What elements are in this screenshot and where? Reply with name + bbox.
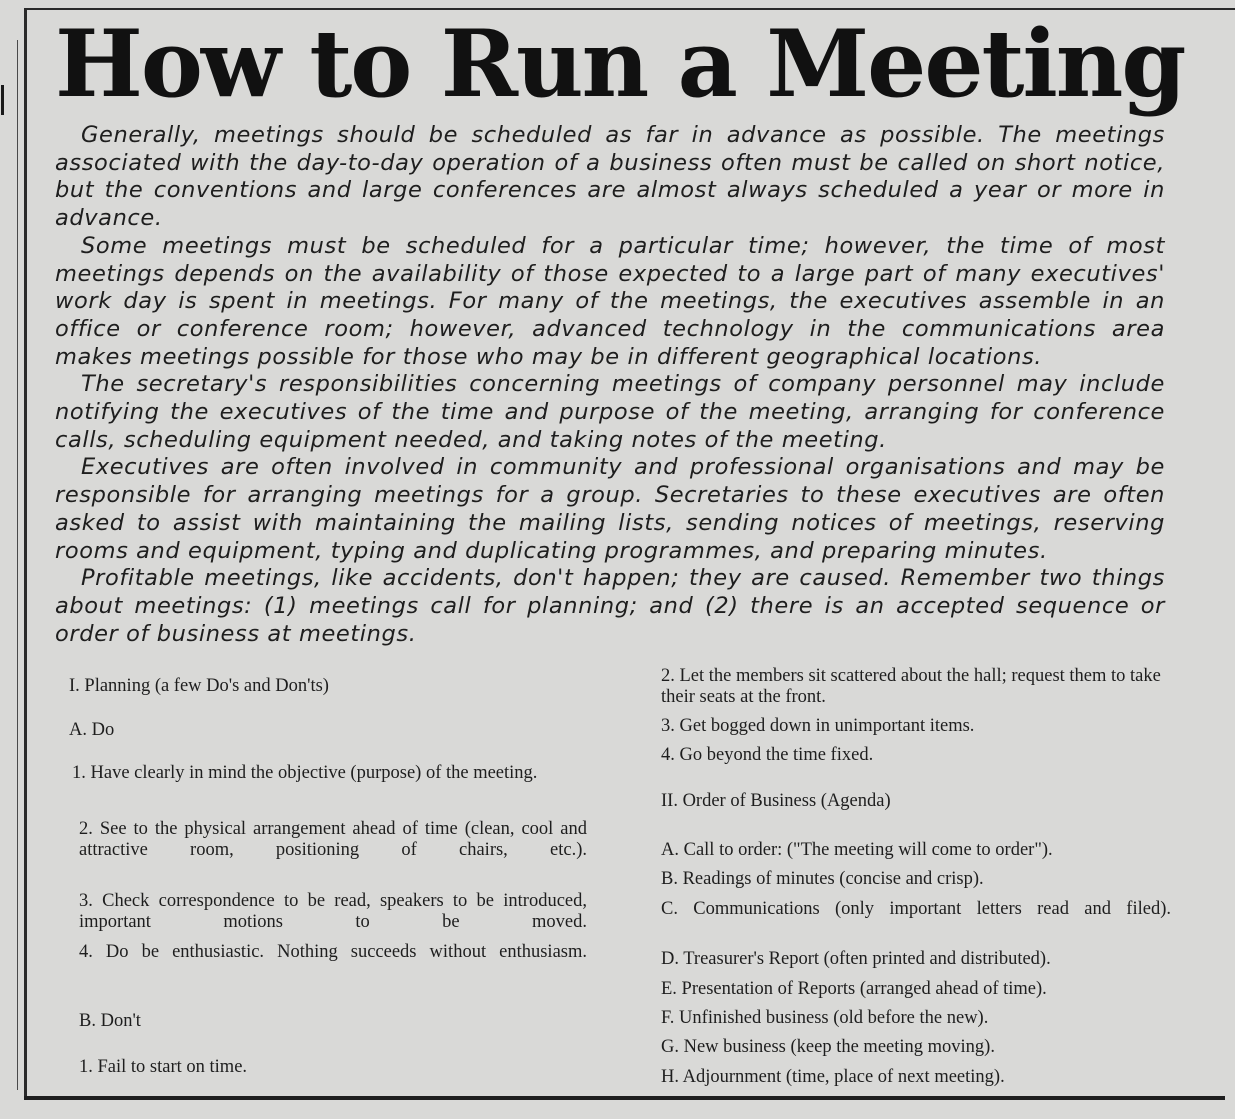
- left-column-rule: [24, 8, 27, 1096]
- intro-paragraph: Profitable meetings, like accidents, don't happen; they are caused. Remember two things about meetings: (1) meetings call for planning; and (2) there is an accepted sequence or order of business at meetings.: [55, 565, 1165, 647]
- do-item: 4. Do be enthusiastic. Nothing succeeds without enthusiasm.: [79, 942, 587, 962]
- intro-text: [55, 122, 1165, 648]
- do-item: 1. Have clearly in mind the objective (purpose) of the meeting.: [72, 763, 538, 783]
- intro-paragraph: Generally, meetings should be scheduled as far in advance as possible. The meetings associated with the day-to-day operation of a business often must be called on short notice, but the conventions and large conferences are almost always scheduled a year or more in advance.: [55, 122, 1165, 232]
- agenda-item: H. Adjournment (time, place of next meeting).: [661, 1067, 1005, 1087]
- do-item: 2. See to the physical arrangement ahead of time (clean, cool and attractive room, positioning of chairs, etc.).: [79, 819, 587, 860]
- dont-heading: B. Don't: [79, 1011, 141, 1031]
- intro-paragraph: Executives are often involved in community and professional organisations and may be responsible for arranging meetings for a group. Secretaries to these executives are often asked to assist with maintaining the mailing lists, sending notices of meetings, reserving rooms and equipment, typing and duplicating programmes, and preparing minutes.: [55, 454, 1165, 564]
- agenda-item: D. Treasurer's Report (often printed and distributed).: [661, 949, 1051, 969]
- agenda-item: G. New business (keep the meeting moving).: [661, 1037, 995, 1057]
- agenda-item: C. Communications (only important letters read and filed).: [661, 899, 1171, 919]
- dont-item: 2. Let the members sit scattered about the hall; request them to take their seats at the front.: [661, 666, 1161, 707]
- agenda-item: F. Unfinished business (old before the new).: [661, 1008, 989, 1028]
- do-heading: A. Do: [69, 720, 115, 740]
- agenda-item: E. Presentation of Reports (arranged ahead of time).: [661, 979, 1047, 999]
- agenda-item: A. Call to order: ("The meeting will come to order").: [661, 840, 1053, 860]
- headline: How to Run a Meeting: [55, 9, 1185, 118]
- agenda-item: B. Readings of minutes (concise and crisp).: [661, 869, 984, 889]
- dont-item: 4. Go beyond the time fixed.: [661, 745, 874, 765]
- intro-paragraph: The secretary's responsibilities concerning meetings of company personnel may include notifying the executives of the time and purpose of the meeting, arranging for conference calls, scheduling equipment needed, and taking notes of the meeting.: [55, 371, 1165, 453]
- intro-paragraph: Some meetings must be scheduled for a particular time; however, the time of most meetings depends on the availability of those expected to a large part of many executives' work day is spent in meetings. For many of the meetings, the executives assemble in an office or conference room; however, advanced technology in the communications area makes meetings possible for those who may be in different geographical locations.: [55, 232, 1165, 370]
- planning-heading: I. Planning (a few Do's and Don'ts): [69, 676, 329, 696]
- dont-item: 3. Get bogged down in unimportant items.: [661, 716, 975, 736]
- dont-item: 1. Fail to start on time.: [79, 1057, 248, 1077]
- order-of-business-heading: II. Order of Business (Agenda): [661, 791, 891, 811]
- left-column-rule-inner: [17, 40, 18, 1090]
- bottom-rule: [24, 1096, 1225, 1100]
- do-item: 3. Check correspondence to be read, speakers to be introduced, important motions to be moved.: [79, 891, 587, 932]
- edge-mark: [1, 85, 4, 115]
